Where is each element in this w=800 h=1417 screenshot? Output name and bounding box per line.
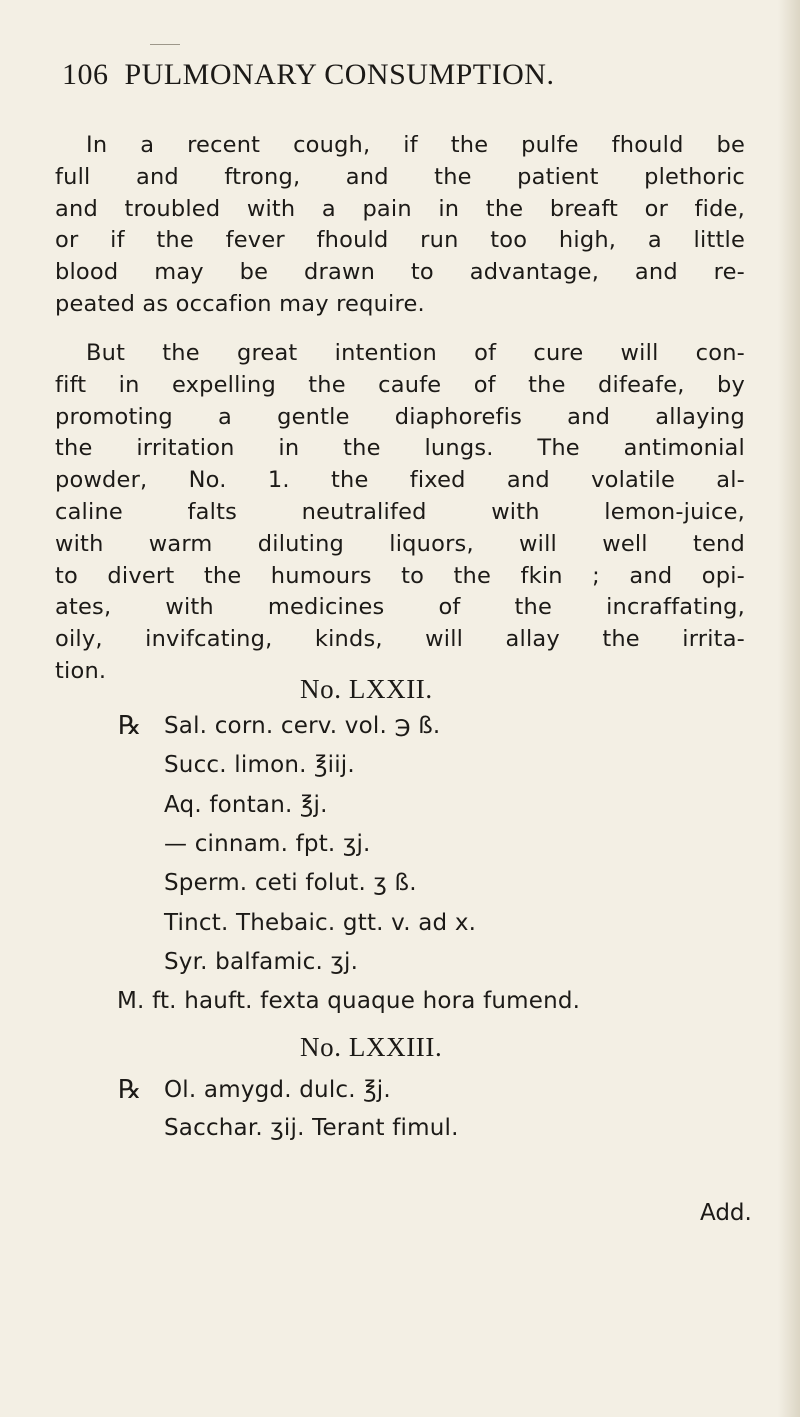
text-line: to divert the humours to the fkin ; and opi- xyxy=(55,562,745,589)
recipe-73-title: No. LXXIII. xyxy=(300,1032,443,1062)
running-header xyxy=(62,58,762,92)
recipe-symbol: ℞ xyxy=(118,1075,142,1104)
ingredient-line: Tinct. Thebaic. gtt. v. ad x. xyxy=(164,909,477,936)
text-line: and troubled with a pain in the breaft or fide, xyxy=(55,195,745,222)
text-line: oily, invifcating, kinds, will allay the irrita- xyxy=(55,626,745,653)
text-line: But the great intention of cure will con- xyxy=(86,340,745,366)
text-line: with warm diluting liquors, will well tend xyxy=(55,530,745,557)
text-line: the irritation in the lungs. The antimonial xyxy=(55,435,745,462)
running-title: PULMONARY CONSUMPTION. xyxy=(124,58,555,91)
header-rule xyxy=(150,44,180,45)
paragraph-intention-of-cure xyxy=(55,338,745,688)
catchword: Add. xyxy=(700,1200,752,1226)
text-line: tion. xyxy=(55,657,107,684)
recipe-symbol: ℞ xyxy=(118,711,142,740)
text-line: blood may be drawn to advantage, and re- xyxy=(55,259,745,286)
text-line: peated as occafion may require. xyxy=(55,290,425,317)
text-line: fift in expelling the caufe of the difeafe, by xyxy=(55,371,745,398)
page-number: 106 xyxy=(62,58,109,91)
ingredient-line: Succ. limon. ℥iij. xyxy=(164,752,355,779)
text-line: powder, No. 1. the fixed and volatile al- xyxy=(55,467,745,494)
recipe-directions: M. ft. hauft. fexta quaque hora fumend. xyxy=(117,988,581,1015)
ingredient-line: Sacchar. ʒij. Terant fimul. xyxy=(164,1115,459,1141)
page-edge-shadow xyxy=(778,0,800,1417)
text-line: full and ftrong, and the patient plethoric xyxy=(55,163,745,190)
text-line: ates, with medicines of the incraffating, xyxy=(55,594,745,621)
text-line: or if the fever fhould run too high, a little xyxy=(55,227,745,254)
text-line: promoting a gentle diaphorefis and allaying xyxy=(55,403,745,430)
text-line: In a recent cough, if the pulfe fhould be xyxy=(86,132,745,158)
ingredient-line: Ol. amygd. dulc. ℥j. xyxy=(164,1077,391,1103)
ingredient-line: — cinnam. fpt. ʒj. xyxy=(164,830,371,857)
paragraph-recent-cough xyxy=(55,130,745,321)
ingredient-line: Sperm. ceti folut. ʒ ß. xyxy=(164,870,417,897)
ingredient-line: Aq. fontan. ℥j. xyxy=(164,791,328,818)
text-line: caline falts neutralifed with lemon-juice, xyxy=(55,498,745,525)
ingredient-line: Sal. corn. cerv. vol. ℈ ß. xyxy=(164,713,441,739)
ingredient-line: Syr. balfamic. ʒj. xyxy=(164,948,359,975)
recipe-72-title: No. LXXII. xyxy=(300,674,433,704)
